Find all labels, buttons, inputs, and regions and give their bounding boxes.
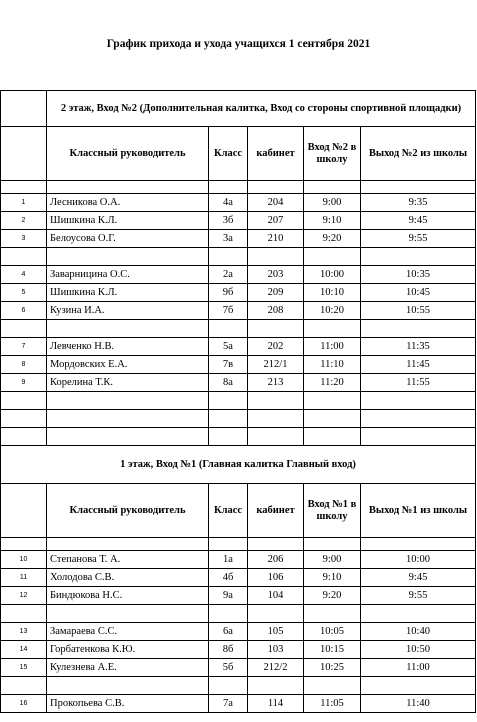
col-entry: Вход №2 в школу xyxy=(304,127,361,181)
table-row: 3 Белоусова О.Г. 3а 210 9:20 9:55 xyxy=(1,230,476,248)
col-teacher: Классный руководитель xyxy=(47,127,209,181)
col-exit: Выход №1 из школы xyxy=(361,484,476,538)
table-row: 2 Шишкина К.Л. 3б 207 9:10 9:45 xyxy=(1,212,476,230)
spacer-row xyxy=(1,181,476,194)
column-header-row xyxy=(1,484,476,538)
document-title: График прихода и ухода учащихся 1 сентября 2021 xyxy=(106,38,371,50)
section-header-row xyxy=(1,446,476,484)
table-row: 4 Заварницина О.С. 2а 203 10:00 10:35 xyxy=(1,266,476,284)
spacer-row xyxy=(1,605,476,623)
col-teacher: Классный руководитель xyxy=(47,484,209,538)
table-row: 12 Биндюкова Н.С. 9а 104 9:20 9:55 xyxy=(1,587,476,605)
spacer-row xyxy=(1,248,476,266)
schedule-table xyxy=(0,90,476,713)
table-row: 11 Холодова С.В. 4б 106 9:10 9:45 xyxy=(1,569,476,587)
spacer-row xyxy=(1,392,476,410)
table-row: 9 Корелина Т.К. 8а 213 11:20 11:55 xyxy=(1,374,476,392)
spacer-row xyxy=(1,428,476,446)
col-entry: Вход №1 в школу xyxy=(304,484,361,538)
col-class: Класс xyxy=(209,484,248,538)
table-row: 16 Прокопьева С.В. 7а 114 11:05 11:40 xyxy=(1,695,476,713)
spacer-row xyxy=(1,538,476,551)
column-header-row xyxy=(1,127,476,181)
col-class: Класс xyxy=(209,127,248,181)
section-heading: 2 этаж, Вход №2 (Дополнительная калитка, Вход со стороны спортивной площадки) xyxy=(47,91,476,127)
col-room: кабинет xyxy=(248,127,304,181)
col-exit: Выход №2 из школы xyxy=(361,127,476,181)
table-row: 15 Кулезнева А.Е. 5б 212/2 10:25 11:00 xyxy=(1,659,476,677)
table-row: 1 Лесникова О.А. 4а 204 9:00 9:35 xyxy=(1,194,476,212)
table-row: 13 Замараева С.С. 6а 105 10:05 10:40 xyxy=(1,623,476,641)
table-row: 5 Шишкина К.Л. 9б 209 10:10 10:45 xyxy=(1,284,476,302)
section-heading: 1 этаж, Вход №1 (Главная калитка Главный вход) xyxy=(1,446,476,484)
col-room: кабинет xyxy=(248,484,304,538)
table-row: 10 Степанова Т. А. 1а 206 9:00 10:00 xyxy=(1,551,476,569)
spacer-row xyxy=(1,410,476,428)
table-row: 6 Кузина И.А. 7б 208 10:20 10:55 xyxy=(1,302,476,320)
table-row: 7 Левченко Н.В. 5а 202 11:00 11:35 xyxy=(1,338,476,356)
spacer-row xyxy=(1,677,476,695)
table-row: 14 Горбатенкова К.Ю. 8б 103 10:15 10:50 xyxy=(1,641,476,659)
section-header-row xyxy=(1,91,476,127)
spacer-row xyxy=(1,320,476,338)
table-row: 8 Мордовских Е.А. 7в 212/1 11:10 11:45 xyxy=(1,356,476,374)
